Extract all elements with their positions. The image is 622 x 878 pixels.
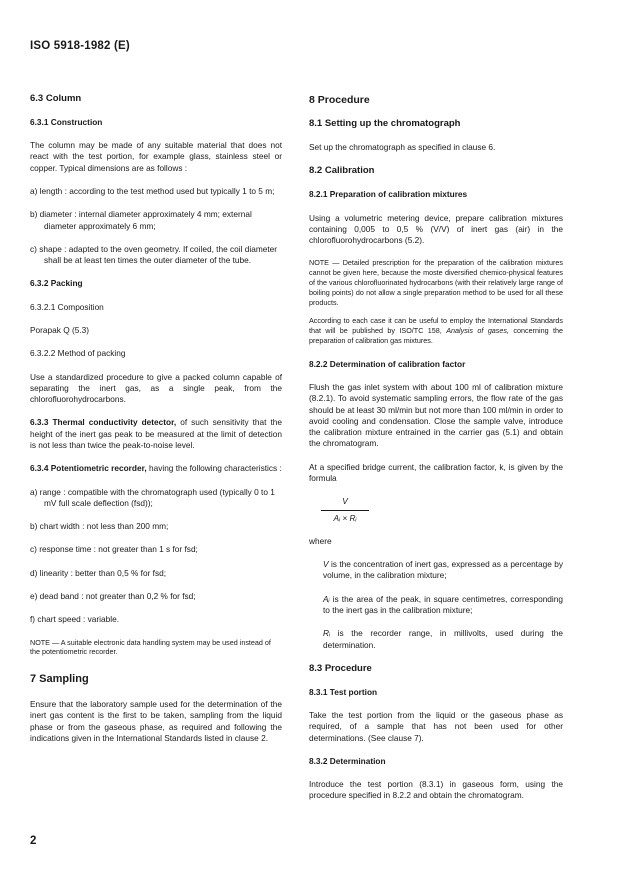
right-column xyxy=(309,93,563,814)
paragraph-7: Ensure that the laboratory sample used for the determination of the inert gas content is the first to be taken, sampling from the liquid phase or from the gaseous phase, as required and following the indications given in the International Standards listed in clause 2. xyxy=(30,699,282,743)
page-number: 2 xyxy=(30,835,37,847)
paragraph-6-3-2-1: Porapak Q (5.3) xyxy=(30,325,90,335)
note-iso-title: Analysis of gases, xyxy=(446,326,509,336)
list-item-response-time: c) response time : not greater than 1 s for fsd; xyxy=(30,544,198,555)
list-item-linearity: d) linearity : better than 0,5 % for fsd; xyxy=(30,567,167,578)
note-iso-text: According to each case it can be useful to employ the International Standards that will be published by ISO/TC 158, xyxy=(309,316,563,336)
paragraph-6-3-4 xyxy=(30,463,282,474)
heading-6-3-4: 6.3.4 Potentiometric recorder, xyxy=(30,463,147,474)
heading-8-3-2: 8.3.2 Determination xyxy=(309,755,386,766)
paragraph-8-3-1: Take the test portion from the liquid or the gaseous phase as required, of a sample that has not been used for other determinations. (See clause 7). xyxy=(309,709,563,743)
list-item-chart-speed: f) chart speed : variable. xyxy=(30,614,120,625)
definition-r-text: is the recorder range, in millivolts, used during the determination. xyxy=(323,628,563,650)
heading-8: 8 Procedure xyxy=(309,94,370,106)
list-item-shape: c) shape : adapted to the oven geometry. If coiled, the coil diameter shall be at least ten times the outer diameter of the tube. xyxy=(30,243,278,266)
note-iso-standards xyxy=(309,316,563,345)
heading-8-1: 8.1 Setting up the chromatograph xyxy=(309,118,461,130)
paragraph-8-2-2-b: At a specified bridge current, the calibration factor, k, is given by the formula xyxy=(309,461,563,483)
symbol-v: V xyxy=(323,559,329,570)
heading-6-3-2-2: 6.3.2.2 Method of packing xyxy=(30,348,126,359)
definition-a-text: is the area of the peak, in square centimetres, corresponding to the inert gas in the calibration mixture; xyxy=(323,593,563,615)
note-calibration: NOTE — Detailed prescription for the preparation of the calibration mixtures cannot be given here, because the moste diversified chemico-physical features of the various chlorofluorinated hydrocarbons (with their relatively large range of boiling points) do not allow a single preparation method to be used for all these products. xyxy=(309,258,563,307)
definition-a xyxy=(323,594,563,617)
heading-8-2: 8.2 Calibration xyxy=(309,165,375,177)
heading-8-3: 8.3 Procedure xyxy=(309,662,372,674)
formula-numerator: V xyxy=(321,496,369,510)
heading-8-2-2: 8.2.2 Determination of calibration factor xyxy=(309,358,466,369)
symbol-r: Rᵢ xyxy=(323,628,331,639)
heading-6-3: 6.3 Column xyxy=(30,93,82,104)
formula-denominator: Aᵢ × Rᵢ xyxy=(333,512,357,523)
list-item-dead-band: e) dead band : not greater than 0,2 % for fsd; xyxy=(30,590,196,601)
left-column xyxy=(30,93,282,756)
body-6-3-4: having the following characteristics : xyxy=(146,463,282,474)
body-6-3-3: of such sensitivity that the height of the inert gas peak to be measured at the limit of detection is not less than twice the peak-to-noise level. xyxy=(30,417,283,450)
definition-v xyxy=(323,559,563,582)
paragraph-6-3-2-2: Use a standardized procedure to give a packed column capable of separating the inert gas, as a single peak, from the chlorofluorohydrocarbons. xyxy=(30,371,282,405)
document-header: ISO 5918-1982 (E) xyxy=(30,40,130,52)
paragraph-8-2-2-a: Flush the gas inlet system with about 100 ml of calibration mixture (8.2.1). To avoid systematic sampling errors, the flow rate of the gas should be at least 30 ml/min but not more than 100 ml/min in order to avoid cooling and condensation. Close the sample valve, introduce the calibration mixture entrained in the carrier gas (5.1) and obtain the chromatogram. xyxy=(309,382,563,449)
heading-8-2-1: 8.2.1 Preparation of calibration mixtures xyxy=(309,189,468,200)
heading-6-3-2: 6.3.2 Packing xyxy=(30,278,83,289)
note-recorder: NOTE — A suitable electronic data handling system may be used instead of the potentiometric recorder. xyxy=(30,637,271,657)
list-item-chart-width: b) chart width : not less than 200 mm; xyxy=(30,521,169,532)
heading-6-3-2-1: 6.3.2.1 Composition xyxy=(30,301,104,312)
paragraph-8-2-1: Using a volumetric metering device, prepare calibration mixtures containing 0,005 to 0,5 % (V/V) of inert gas (air) in the chlorofluorohydrocarbons (5.2). xyxy=(309,212,563,246)
definition-r xyxy=(323,628,563,651)
heading-6-3-1: 6.3.1 Construction xyxy=(30,116,103,127)
paragraph-6-3-1: The column may be made of any suitable material that does not react with the test portion, for example glass, stainless steel or copper. Typical dimensions are as follows : xyxy=(30,140,282,173)
symbol-a: Aᵢ xyxy=(323,593,330,604)
heading-6-3-3: 6.3.3 Thermal conductivity detector, xyxy=(30,417,177,428)
formula xyxy=(321,496,369,524)
note-iso-text-end: concerning the preparation of calibration gas mixtures. xyxy=(309,326,563,345)
paragraph-6-3-3 xyxy=(30,417,282,451)
definition-v-text: is the concentration of inert gas, expressed as a percentage by volume, in the calibration mixture; xyxy=(323,559,563,581)
list-item-length: a) length : according to the test method used but typically 1 to 5 m; xyxy=(30,186,275,197)
list-item-range: a) range : compatible with the chromatograph used (typically 0 to 1 mV full scale deflection (fsd)); xyxy=(30,486,275,508)
heading-8-3-1: 8.3.1 Test portion xyxy=(309,686,378,697)
where-label: where xyxy=(309,535,332,546)
paragraph-8-3-2: Introduce the test portion (8.3.1) in gaseous form, using the procedure specified in 8.2.2 and obtain the chromatogram. xyxy=(309,779,563,801)
heading-7: 7 Sampling xyxy=(30,673,89,686)
paragraph-8-1: Set up the chromatograph as specified in clause 6. xyxy=(309,142,496,153)
list-item-diameter: b) diameter : internal diameter approximately 4 mm; external diameter approximately 6 mm; xyxy=(30,209,252,231)
